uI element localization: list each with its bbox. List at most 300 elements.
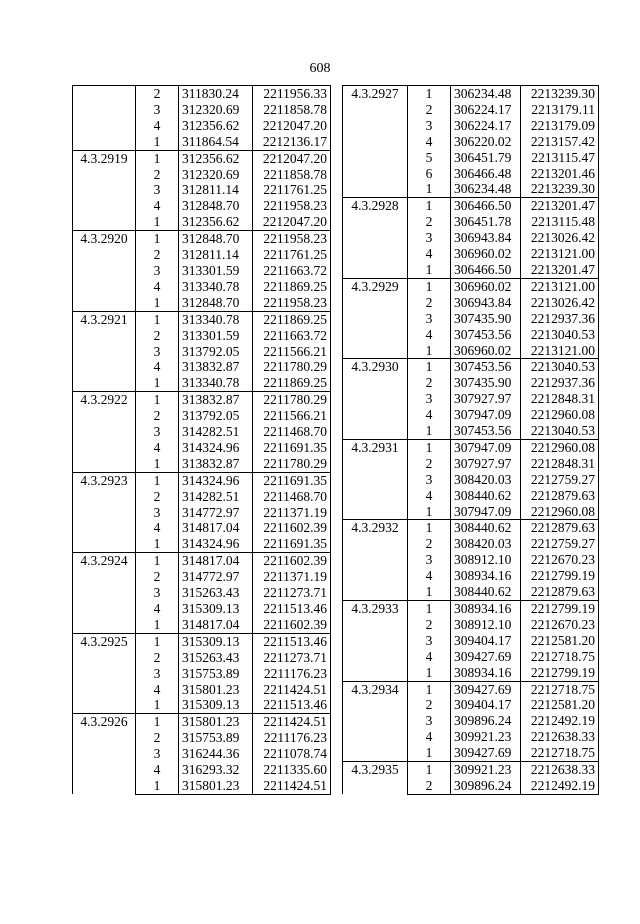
x-coordinate: 306234.48 (451, 181, 521, 197)
point-number: 2 (153, 408, 161, 424)
table-row (73, 392, 331, 408)
x-coordinate: 307453.56 (451, 327, 521, 343)
y-coordinate: 2213040.53 (521, 423, 599, 439)
x-coordinate: 306960.02 (451, 278, 521, 294)
point-number: 3 (425, 230, 433, 246)
y-coordinate: 2212879.63 (521, 520, 599, 536)
table-row (343, 439, 599, 455)
parcel-id: 4.3.2932 (343, 520, 408, 601)
x-coordinate: 307453.56 (451, 423, 521, 439)
y-coordinate: 2211858.78 (253, 167, 331, 183)
point-number: 2 (153, 649, 161, 665)
table-row (343, 681, 599, 697)
y-coordinate: 2212718.75 (521, 681, 599, 697)
point-number: 1 (136, 536, 179, 552)
y-coordinate: 2212492.19 (521, 713, 599, 729)
x-coordinate: 314324.96 (179, 472, 253, 488)
point-number: 3 (425, 471, 433, 487)
x-coordinate: 306451.79 (451, 150, 521, 166)
table-row (73, 553, 331, 569)
x-coordinate: 315753.89 (179, 730, 253, 746)
point-number: 1 (408, 584, 451, 600)
y-coordinate: 2212638.33 (521, 762, 599, 778)
x-coordinate: 312356.62 (179, 150, 253, 166)
point-number: 2 (425, 214, 433, 230)
y-coordinate: 2211176.23 (253, 730, 331, 746)
table-row (73, 231, 331, 247)
point-number: 1 (136, 617, 179, 633)
x-coordinate: 312811.14 (179, 247, 253, 263)
y-coordinate: 2212136.17 (253, 134, 331, 150)
x-coordinate: 314282.51 (179, 489, 253, 505)
parcel-id: 4.3.2919 (73, 150, 136, 231)
point-number: 1 (408, 745, 451, 761)
x-coordinate: 308934.16 (451, 665, 521, 681)
y-coordinate: 2212960.08 (521, 407, 599, 423)
parcel-id: 4.3.2920 (73, 231, 136, 312)
x-coordinate: 306466.50 (451, 262, 521, 278)
x-coordinate: 307947.09 (451, 504, 521, 520)
point-number: 4 (425, 648, 433, 664)
x-coordinate: 314324.96 (179, 440, 253, 456)
point-number: 1 (408, 520, 451, 536)
y-coordinate: 2213026.42 (521, 295, 599, 311)
y-coordinate: 2212848.31 (521, 456, 599, 472)
x-coordinate: 306224.17 (451, 118, 521, 134)
parcel-id: 4.3.2930 (343, 359, 408, 440)
point-number: 1 (136, 150, 179, 166)
table-row (73, 86, 331, 102)
y-coordinate: 2212759.27 (521, 536, 599, 552)
x-coordinate: 312320.69 (179, 167, 253, 183)
x-coordinate: 314817.04 (179, 520, 253, 536)
point-number: 3 (153, 424, 161, 440)
x-coordinate: 312811.14 (179, 182, 253, 198)
parcel-id (73, 86, 136, 151)
point-number: 1 (408, 681, 451, 697)
y-coordinate: 2211371.19 (253, 505, 331, 521)
point-number: 3 (153, 665, 161, 681)
point-number: 1 (408, 439, 451, 455)
point-number: 1 (408, 504, 451, 520)
y-coordinate: 2211424.51 (253, 778, 331, 794)
point-number: 2 (153, 327, 161, 343)
point-number: 3 (153, 585, 161, 601)
x-coordinate: 308440.62 (451, 520, 521, 536)
point-number: 1 (136, 214, 179, 230)
point-number: 1 (408, 86, 451, 102)
y-coordinate: 2211663.72 (253, 328, 331, 344)
point-number: 3 (153, 504, 161, 520)
point-number: 2 (153, 569, 161, 585)
point-number: 2 (425, 375, 433, 391)
y-coordinate: 2212960.08 (521, 504, 599, 520)
point-number: 1 (408, 343, 451, 359)
x-coordinate: 309896.24 (451, 713, 521, 729)
y-coordinate: 2212759.27 (521, 472, 599, 488)
y-coordinate: 2211958.23 (253, 198, 331, 214)
y-coordinate: 2212879.63 (521, 584, 599, 600)
y-coordinate: 2211602.39 (253, 553, 331, 569)
point-number: 2 (153, 247, 161, 263)
x-coordinate: 309896.24 (451, 778, 521, 794)
x-coordinate: 307453.56 (451, 359, 521, 375)
point-number: 6 (425, 165, 433, 181)
y-coordinate: 2212670.23 (521, 617, 599, 633)
point-number: 4 (153, 520, 161, 536)
table-row (343, 359, 599, 375)
y-coordinate: 2213179.11 (521, 102, 599, 118)
x-coordinate: 315801.23 (179, 682, 253, 698)
x-coordinate: 313832.87 (179, 456, 253, 472)
x-coordinate: 314282.51 (179, 424, 253, 440)
x-coordinate: 313340.78 (179, 279, 253, 295)
y-coordinate: 2212937.36 (521, 311, 599, 327)
y-coordinate: 2211273.71 (253, 585, 331, 601)
point-number: 1 (136, 375, 179, 391)
table-row (343, 86, 599, 102)
y-coordinate: 2211958.23 (253, 295, 331, 311)
y-coordinate: 2212670.23 (521, 552, 599, 568)
y-coordinate: 2211858.78 (253, 102, 331, 118)
y-coordinate: 2213121.00 (521, 246, 599, 262)
x-coordinate: 309427.69 (451, 681, 521, 697)
point-number: 1 (136, 553, 179, 569)
y-coordinate: 2211780.29 (253, 359, 331, 375)
y-coordinate: 2211602.39 (253, 617, 331, 633)
y-coordinate: 2213040.53 (521, 327, 599, 343)
y-coordinate: 2211566.21 (253, 408, 331, 424)
page-number: 608 (309, 61, 331, 76)
point-number: 3 (153, 746, 161, 762)
parcel-id: 4.3.2928 (343, 198, 408, 279)
y-coordinate: 2212799.19 (521, 665, 599, 681)
point-number: 4 (153, 117, 161, 133)
x-coordinate: 314772.97 (179, 505, 253, 521)
x-coordinate: 315263.43 (179, 650, 253, 666)
point-number: 1 (136, 697, 179, 713)
point-number: 1 (408, 198, 451, 214)
point-number: 1 (408, 423, 451, 439)
point-number: 1 (136, 134, 179, 150)
y-coordinate: 2212638.33 (521, 729, 599, 745)
x-coordinate: 313340.78 (179, 375, 253, 391)
point-number: 5 (425, 149, 433, 165)
x-coordinate: 308934.16 (451, 601, 521, 617)
table-row (73, 472, 331, 488)
y-coordinate: 2212799.19 (521, 601, 599, 617)
x-coordinate: 314817.04 (179, 617, 253, 633)
point-number: 4 (153, 198, 161, 214)
y-coordinate: 2212718.75 (521, 649, 599, 665)
y-coordinate: 2212492.19 (521, 778, 599, 794)
y-coordinate: 2213239.30 (521, 86, 599, 102)
y-coordinate: 2211176.23 (253, 666, 331, 682)
x-coordinate: 306960.02 (451, 246, 521, 262)
table-row (73, 714, 331, 730)
point-number: 3 (153, 182, 161, 198)
left-coordinate-table (72, 85, 331, 795)
y-coordinate: 2211513.46 (253, 697, 331, 713)
parcel-id: 4.3.2922 (73, 392, 136, 473)
y-coordinate: 2212937.36 (521, 375, 599, 391)
x-coordinate: 308440.62 (451, 488, 521, 504)
point-number: 1 (136, 295, 179, 311)
x-coordinate: 315309.13 (179, 601, 253, 617)
y-coordinate: 2211513.46 (253, 633, 331, 649)
y-coordinate: 2212581.20 (521, 697, 599, 713)
table-row (343, 520, 599, 536)
parcel-id: 4.3.2921 (73, 311, 136, 392)
x-coordinate: 309921.23 (451, 729, 521, 745)
x-coordinate: 312320.69 (179, 102, 253, 118)
point-number: 4 (153, 359, 161, 375)
x-coordinate: 312848.70 (179, 198, 253, 214)
parcel-id: 4.3.2929 (343, 278, 408, 359)
x-coordinate: 306943.84 (451, 295, 521, 311)
y-coordinate: 2212047.20 (253, 150, 331, 166)
x-coordinate: 314772.97 (179, 569, 253, 585)
point-number: 4 (153, 439, 161, 455)
y-coordinate: 2211468.70 (253, 424, 331, 440)
y-coordinate: 2213121.00 (521, 343, 599, 359)
x-coordinate: 309427.69 (451, 649, 521, 665)
parcel-id: 4.3.2933 (343, 601, 408, 682)
point-number: 1 (136, 231, 179, 247)
y-coordinate: 2213201.47 (521, 198, 599, 214)
point-number: 1 (136, 778, 179, 794)
x-coordinate: 313792.05 (179, 408, 253, 424)
point-number: 3 (425, 391, 433, 407)
x-coordinate: 306224.17 (451, 102, 521, 118)
x-coordinate: 306451.78 (451, 214, 521, 230)
y-coordinate: 2212960.08 (521, 439, 599, 455)
x-coordinate: 313301.59 (179, 328, 253, 344)
x-coordinate: 309404.17 (451, 697, 521, 713)
table-row (73, 633, 331, 649)
x-coordinate: 315309.13 (179, 633, 253, 649)
y-coordinate: 2211869.25 (253, 375, 331, 391)
y-coordinate: 2211691.35 (253, 440, 331, 456)
x-coordinate: 307435.90 (451, 311, 521, 327)
table-row (343, 198, 599, 214)
y-coordinate: 2211468.70 (253, 489, 331, 505)
point-number: 3 (153, 343, 161, 359)
point-number: 1 (408, 181, 451, 197)
table-row (343, 762, 599, 778)
point-number: 4 (425, 568, 433, 584)
x-coordinate: 312848.70 (179, 231, 253, 247)
point-number: 1 (408, 601, 451, 617)
parcel-id: 4.3.2925 (73, 633, 136, 714)
y-coordinate: 2213121.00 (521, 278, 599, 294)
point-number: 3 (425, 310, 433, 326)
y-coordinate: 2213201.46 (521, 166, 599, 182)
table-row (343, 601, 599, 617)
x-coordinate: 306960.02 (451, 343, 521, 359)
y-coordinate: 2211780.29 (253, 392, 331, 408)
y-coordinate: 2211691.35 (253, 536, 331, 552)
x-coordinate: 308934.16 (451, 568, 521, 584)
x-coordinate: 307927.97 (451, 456, 521, 472)
x-coordinate: 313340.78 (179, 311, 253, 327)
x-coordinate: 312356.62 (179, 118, 253, 134)
y-coordinate: 2212047.20 (253, 118, 331, 134)
parcel-id: 4.3.2927 (343, 86, 408, 198)
x-coordinate: 313832.87 (179, 359, 253, 375)
parcel-id: 4.3.2923 (73, 472, 136, 553)
x-coordinate: 306466.48 (451, 166, 521, 182)
point-number: 2 (425, 294, 433, 310)
x-coordinate: 315309.13 (179, 697, 253, 713)
point-number: 1 (408, 762, 451, 778)
point-number: 2 (425, 536, 433, 552)
point-number: 4 (153, 601, 161, 616)
x-coordinate: 313832.87 (179, 392, 253, 408)
point-number: 1 (136, 311, 179, 327)
x-coordinate: 306466.50 (451, 198, 521, 214)
y-coordinate: 2211780.29 (253, 456, 331, 472)
table-row (73, 311, 331, 327)
x-coordinate: 307947.09 (451, 407, 521, 423)
x-coordinate: 307927.97 (451, 391, 521, 407)
point-number: 2 (408, 778, 451, 794)
x-coordinate: 311864.54 (179, 134, 253, 150)
parcel-id: 4.3.2935 (343, 762, 408, 795)
point-number: 3 (425, 552, 433, 568)
point-number: 3 (153, 101, 161, 117)
table-row (343, 278, 599, 294)
point-number: 3 (153, 262, 161, 278)
y-coordinate: 2213115.47 (521, 150, 599, 166)
point-number: 2 (136, 86, 179, 102)
point-number: 3 (425, 713, 433, 729)
y-coordinate: 2211273.71 (253, 650, 331, 666)
point-number: 2 (425, 101, 433, 117)
point-number: 4 (425, 133, 433, 149)
y-coordinate: 2213201.47 (521, 262, 599, 278)
y-coordinate: 2212047.20 (253, 214, 331, 230)
point-number: 3 (425, 117, 433, 133)
point-number: 2 (153, 166, 161, 182)
x-coordinate: 308440.62 (451, 584, 521, 600)
x-coordinate: 316244.36 (179, 746, 253, 762)
x-coordinate: 306943.84 (451, 230, 521, 246)
point-number: 4 (425, 729, 433, 745)
point-number: 4 (153, 762, 161, 778)
y-coordinate: 2212848.31 (521, 391, 599, 407)
point-number: 1 (136, 714, 179, 730)
table-row (73, 150, 331, 166)
parcel-id: 4.3.2934 (343, 681, 408, 762)
point-number: 4 (425, 326, 433, 342)
x-coordinate: 313301.59 (179, 263, 253, 279)
x-coordinate: 315753.89 (179, 666, 253, 682)
point-number: 1 (136, 456, 179, 472)
point-number: 2 (425, 697, 433, 713)
x-coordinate: 306234.48 (451, 86, 521, 102)
point-number: 1 (408, 278, 451, 294)
x-coordinate: 309921.23 (451, 762, 521, 778)
y-coordinate: 2213157.42 (521, 134, 599, 150)
y-coordinate: 2211869.25 (253, 279, 331, 295)
x-coordinate: 311830.24 (179, 86, 253, 102)
y-coordinate: 2211371.19 (253, 569, 331, 585)
y-coordinate: 2211869.25 (253, 311, 331, 327)
point-number: 1 (136, 633, 179, 649)
y-coordinate: 2213239.30 (521, 181, 599, 197)
x-coordinate: 314817.04 (179, 553, 253, 569)
x-coordinate: 307435.90 (451, 375, 521, 391)
x-coordinate: 316293.32 (179, 762, 253, 778)
point-number: 1 (136, 392, 179, 408)
y-coordinate: 2213040.53 (521, 359, 599, 375)
x-coordinate: 312848.70 (179, 295, 253, 311)
y-coordinate: 2211602.39 (253, 520, 331, 536)
x-coordinate: 308420.03 (451, 536, 521, 552)
x-coordinate: 308420.03 (451, 472, 521, 488)
y-coordinate: 2211513.46 (253, 601, 331, 617)
x-coordinate: 315801.23 (179, 714, 253, 730)
y-coordinate: 2211958.23 (253, 231, 331, 247)
x-coordinate: 314324.96 (179, 536, 253, 552)
parcel-id: 4.3.2924 (73, 553, 136, 634)
x-coordinate: 309404.17 (451, 633, 521, 649)
x-coordinate: 312356.62 (179, 214, 253, 230)
x-coordinate: 308912.10 (451, 617, 521, 633)
y-coordinate: 2213179.09 (521, 118, 599, 134)
point-number: 2 (153, 488, 161, 504)
point-number: 1 (136, 472, 179, 488)
y-coordinate: 2211335.60 (253, 762, 331, 778)
point-number: 4 (425, 487, 433, 503)
point-number: 4 (425, 407, 433, 423)
y-coordinate: 2212879.63 (521, 488, 599, 504)
right-coordinate-table (342, 85, 599, 795)
point-number: 1 (408, 359, 451, 375)
y-coordinate: 2211956.33 (253, 86, 331, 102)
x-coordinate: 315263.43 (179, 585, 253, 601)
y-coordinate: 2211078.74 (253, 746, 331, 762)
y-coordinate: 2211761.25 (253, 247, 331, 263)
y-coordinate: 2211761.25 (253, 182, 331, 198)
x-coordinate: 306220.02 (451, 134, 521, 150)
y-coordinate: 2211566.21 (253, 344, 331, 360)
point-number: 4 (425, 246, 433, 262)
y-coordinate: 2211424.51 (253, 714, 331, 730)
x-coordinate: 309427.69 (451, 745, 521, 761)
y-coordinate: 2213026.42 (521, 230, 599, 246)
point-number: 1 (408, 262, 451, 278)
y-coordinate: 2213115.48 (521, 214, 599, 230)
y-coordinate: 2212799.19 (521, 568, 599, 584)
y-coordinate: 2211691.35 (253, 472, 331, 488)
point-number: 1 (408, 665, 451, 681)
x-coordinate: 315801.23 (179, 778, 253, 794)
y-coordinate: 2211663.72 (253, 263, 331, 279)
point-number: 2 (153, 730, 161, 746)
parcel-id: 4.3.2931 (343, 439, 408, 520)
x-coordinate: 307947.09 (451, 439, 521, 455)
x-coordinate: 308912.10 (451, 552, 521, 568)
y-coordinate: 2211424.51 (253, 682, 331, 698)
parcel-id: 4.3.2926 (73, 714, 136, 795)
point-number: 4 (153, 681, 161, 697)
y-coordinate: 2212718.75 (521, 745, 599, 761)
x-coordinate: 313792.05 (179, 344, 253, 360)
y-coordinate: 2212581.20 (521, 633, 599, 649)
point-number: 2 (425, 455, 433, 471)
